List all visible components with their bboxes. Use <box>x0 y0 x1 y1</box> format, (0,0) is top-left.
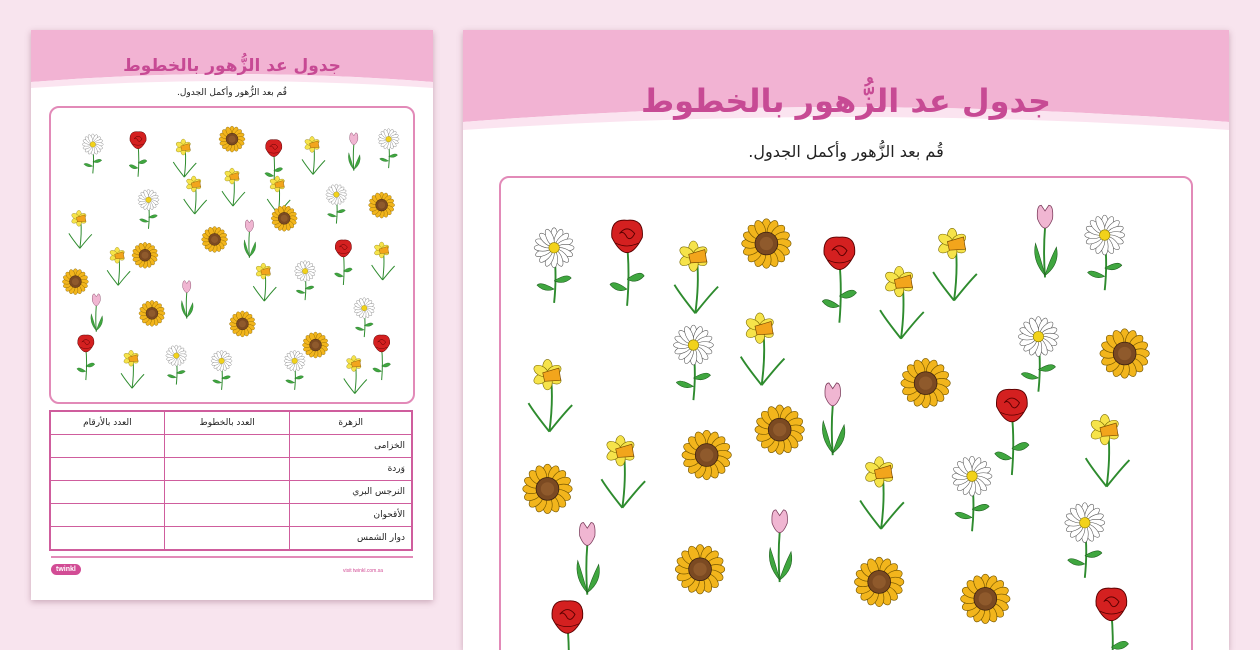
daisy-flower <box>138 189 159 229</box>
daffodil-flower <box>372 242 395 280</box>
daffodil-flower <box>253 263 276 301</box>
number-cell[interactable] <box>50 435 164 458</box>
daffodil-flower <box>121 350 144 388</box>
daisy-flower <box>354 298 375 338</box>
sunflower-flower <box>202 226 228 252</box>
sunflower-flower <box>1100 329 1149 378</box>
tally-cell[interactable] <box>164 504 290 527</box>
twinkl-logo: twinkl <box>51 564 81 575</box>
sunflower-flower <box>682 430 731 479</box>
flowers-frame <box>49 106 415 404</box>
tulip-flower <box>769 510 792 582</box>
flowers-frame <box>499 176 1193 650</box>
flower-scene <box>501 178 1191 650</box>
daisy-flower <box>166 345 187 385</box>
daisy-flower <box>82 134 103 174</box>
sunflower-flower <box>369 192 395 218</box>
daisy-flower <box>1065 503 1105 578</box>
rose-flower <box>77 335 95 380</box>
sunflower-flower <box>139 300 165 326</box>
sunflower-flower <box>742 219 791 268</box>
worksheet-title: جدول عد الزُّهور بالخطوط <box>640 82 1052 120</box>
sunflower-flower <box>755 405 804 454</box>
table-row <box>50 527 412 551</box>
header-number: العدد بالأرقام <box>50 411 164 435</box>
sunflower-flower <box>271 205 297 231</box>
sunflower-flower <box>62 269 88 295</box>
tulip-flower <box>577 523 600 595</box>
tulip-flower <box>244 220 256 258</box>
number-cell[interactable] <box>50 458 164 481</box>
tally-cell[interactable] <box>164 527 290 551</box>
sunflower-flower <box>132 242 158 268</box>
daffodil-flower <box>674 241 718 313</box>
rose-flower <box>822 237 856 323</box>
daffodil-flower <box>601 436 645 508</box>
rose-flower <box>373 335 391 380</box>
row-label-daisy: الأقحوان <box>290 504 412 527</box>
table-row <box>50 458 412 481</box>
worksheet-instruction: قُم بعد الزُّهور وأكمل الجدول. <box>177 88 287 98</box>
worksheet-title: جدول عد الزُّهور بالخطوط <box>123 56 341 76</box>
daffodil-flower <box>528 359 572 431</box>
number-cell[interactable] <box>50 481 164 504</box>
footer-url: visit twinkl.com.sa <box>342 568 383 574</box>
daisy-flower <box>284 350 305 390</box>
worksheet-preview-small <box>31 30 433 600</box>
rose-flower <box>550 601 584 650</box>
daffodil-flower <box>860 457 904 529</box>
daffodil-flower <box>173 139 196 177</box>
sunflower-flower <box>901 358 950 407</box>
daffodil-flower <box>69 210 92 248</box>
daisy-flower <box>378 129 399 169</box>
number-cell[interactable] <box>50 527 164 551</box>
table-row <box>50 504 412 527</box>
row-label-sunflower: دوار الشمس <box>290 527 412 551</box>
header-flower: الزهرة <box>290 411 412 435</box>
table-row <box>50 481 412 504</box>
header-tally: العدد بالخطوط <box>164 411 290 435</box>
sunflower-flower <box>229 311 255 337</box>
daisy-flower <box>211 350 232 390</box>
tally-cell[interactable] <box>164 481 290 504</box>
rose-flower <box>995 389 1029 475</box>
daffodil-flower <box>222 168 245 206</box>
worksheet-preview-large <box>463 30 1229 650</box>
tally-cell[interactable] <box>164 435 290 458</box>
daffodil-flower <box>344 356 367 394</box>
counting-table <box>49 410 413 551</box>
flower-scene <box>51 108 413 402</box>
daffodil-flower <box>933 228 977 300</box>
sunflower-flower <box>219 126 245 152</box>
daffodil-flower <box>741 313 785 385</box>
daffodil-flower <box>302 136 325 174</box>
rose-flower <box>610 220 644 306</box>
sunflower-flower <box>854 557 903 606</box>
tulip-flower <box>181 281 193 319</box>
daffodil-flower <box>107 247 130 285</box>
sunflower-flower <box>303 332 329 358</box>
tulip-flower <box>822 383 845 455</box>
sunflower-flower <box>961 574 1010 623</box>
table-header-row <box>50 411 412 435</box>
daisy-flower <box>952 456 992 531</box>
rose-flower <box>1094 588 1128 650</box>
tulip-flower <box>91 294 103 332</box>
table-row <box>50 435 412 458</box>
daisy-flower <box>534 228 574 303</box>
row-label-tulip: الخزامى <box>290 435 412 458</box>
daisy-flower <box>673 325 713 400</box>
daffodil-flower <box>184 176 207 214</box>
daffodil-flower <box>1086 414 1130 486</box>
row-label-daffodil: النرجس البري <box>290 481 412 504</box>
number-cell[interactable] <box>50 504 164 527</box>
daisy-flower <box>295 261 316 301</box>
tulip-flower <box>1035 205 1058 277</box>
tally-cell[interactable] <box>164 458 290 481</box>
footer-divider <box>51 556 413 558</box>
row-label-rose: وَردة <box>290 458 412 481</box>
daisy-flower <box>1018 317 1058 392</box>
daisy-flower <box>326 184 347 224</box>
daffodil-flower <box>880 266 924 338</box>
daisy-flower <box>1085 215 1125 290</box>
rose-flower <box>265 140 283 185</box>
sunflower-flower <box>523 464 572 513</box>
rose-flower <box>334 240 352 285</box>
sunflower-flower <box>675 545 724 594</box>
rose-flower <box>129 132 147 177</box>
tulip-flower <box>348 133 360 171</box>
worksheet-instruction: قُم بعد الزُّهور وأكمل الجدول. <box>748 142 944 161</box>
